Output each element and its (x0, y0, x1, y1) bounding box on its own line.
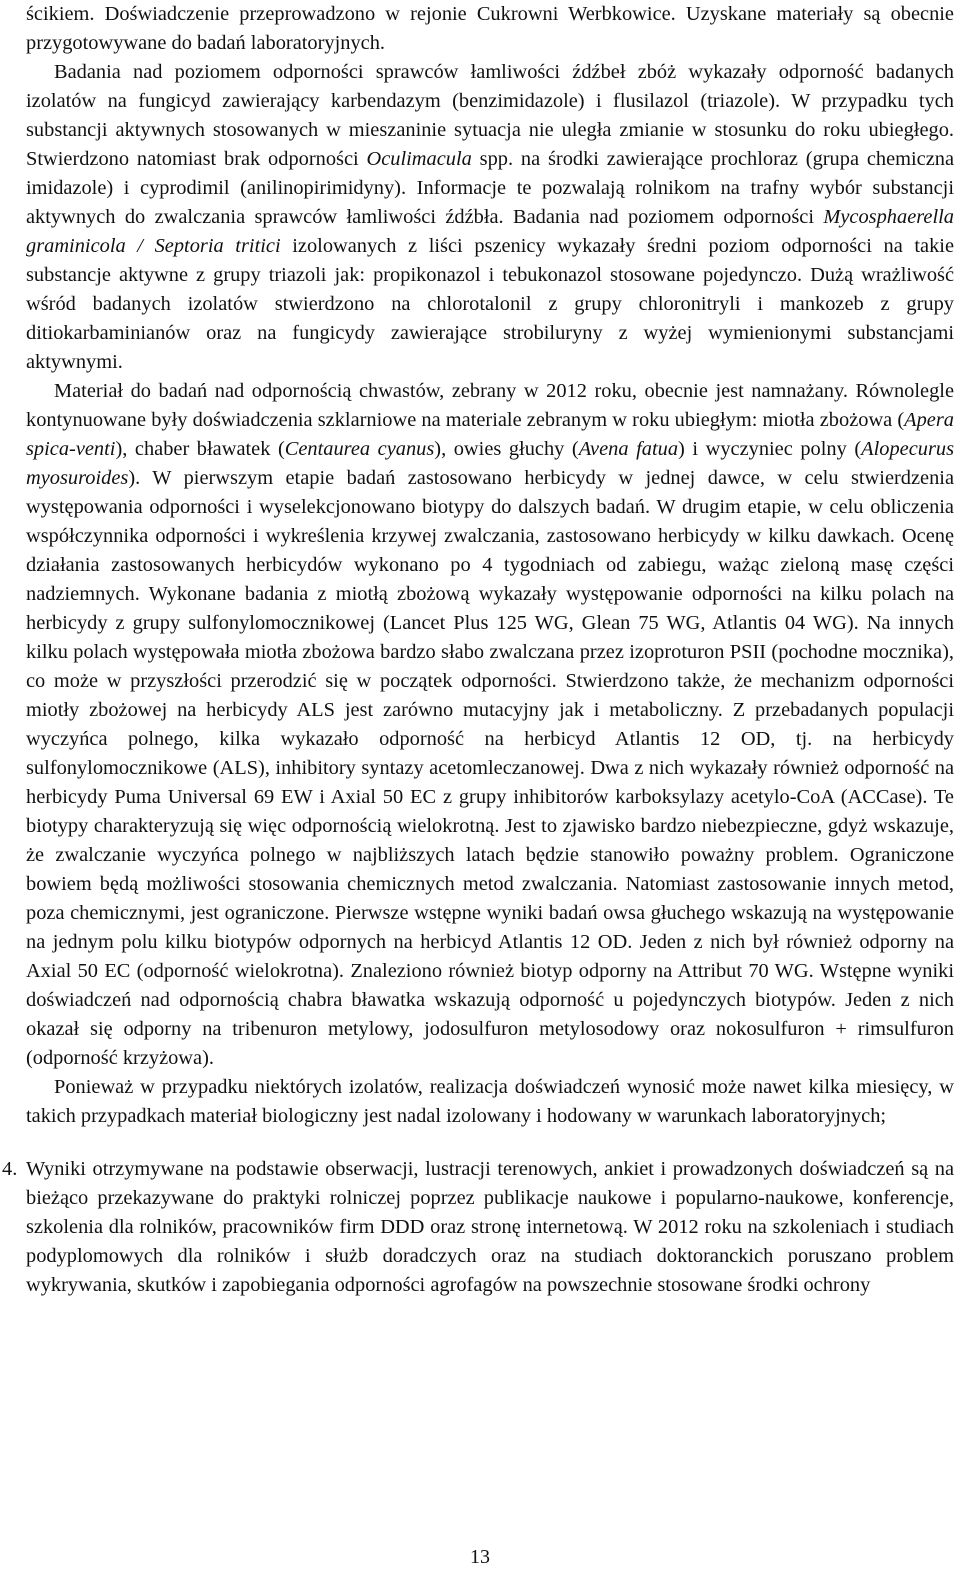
species-name: Apera spica-venti (26, 409, 954, 460)
species-name: Alopecurus myosuroides (26, 438, 955, 489)
page-number: 13 (470, 1546, 490, 1568)
species-name: Centaurea cyanus (284, 438, 435, 460)
species-name: Mycosphaerella graminicola / Septoria tritici (26, 206, 954, 257)
paragraph-fungicide-resistance: Badania nad poziomem odporności sprawców łamliwości źdźbeł zbóż wykazały odporność badanych izolatów na fungicyd zawierający karbendazym (benzimidazole) i flusilazol (triazole). W przypadku tych substancji aktywnych stosowanych w mieszaninie sytuacja nie uległa zmianie w stosunku do roku ubiegłego. Stwierdzono natomiast brak odporności Oculimacula spp. na środki zawierające prochloraz (grupa chemiczna imidazole) i cyprodimil (anilinopirimidyny). Informacje te pozwalają rolnikom na trafny wybór substancji aktywnych do zwalczania sprawców łamliwości źdźbła. Badania nad poziomem odporności Mycosphaerella graminicola / Septoria tritici izolowanych z liści pszenicy wykazały średni poziom odporności na takie substancje aktywne z grupy triazoli jak: propikonazol i tebukonazol stosowane pojedynczo. Dużą wrażliwość wśród badanych izolatów stwierdzono na chlorotalonil z grupy chloronitryli i mankozeb z grupy ditiokarbaminianów oraz na fungicydy zawierające strobiluryny z wyżej wymienionymi substancjami aktywnymi. (26, 61, 954, 373)
list-number: 4. (2, 1158, 18, 1180)
paragraph-laboratory-note: Ponieważ w przypadku niektórych izolatów, realizacja doświadczeń wynosić może nawet kilka miesięcy, w takich przypadkach materiał biologiczny jest nadal izolowany i hodowany w warunkach laboratoryjnych; (26, 1076, 954, 1127)
species-name: Avena fatua (578, 438, 679, 460)
paragraph-weed-resistance: Materiał do badań nad odpornością chwastów, zebrany w 2012 roku, obecnie jest namnażany. Równolegle kontynuowane były doświadczenia szklarniowe na materiale zebranym w roku ubiegłym: miotła zbożowa (Apera spica-venti), chaber bławatek (Centaurea cyanus), owies głuchy (Avena fatua) i wyczyniec polny (Alopecurus myosuroides). W pierwszym etapie badań zastosowano herbicydy w jednej dawce, w celu stwierdzenia występowania odporności i wyselekcjonowano biotypy do dalszych badań. W drugim etapie, w celu obliczenia współczynnika odporności i wykreślenia krzywej zwalczania, zastosowano herbicydy w kilku dawkach. Ocenę działania zastosowanych herbicydów wykonano po 4 tygodniach od zabiegu, ważąc zieloną masę części nadziemnych. Wykonane badania z miotłą zbożową wykazały występowanie odporności na kilku polach na herbicydy z grupy sulfonylomocznikowej (Lancet Plus 125 WG, Glean 75 WG, Atlantis 04 WG). Na innych kilku polach występowała miotła zbożowa bardzo słabo zwalczana przez izoproturon PSII (pochodne mocznika), co może w przyszłości przerodzić się w początek odporności. Stwierdzono także, że mechanizm odporności miotły zbożowej na herbicydy ALS jest zarówno mutacyjny jak i metaboliczny. Z przebadanych populacji wyczyńca polnego, kilka wykazało odporność na herbicyd Atlantis 12 OD, tj. na herbicydy sulfonylomocznikowe (ALS), inhibitory syntazy acetomleczanowej. Dwa z nich wykazały również odporność na herbicydy Puma Universal 69 EW i Axial 50 EC z grupy inhibitorów karboksylazy acetylo-CoA (ACCase). Te biotypy charakteryzują się więc odpornością wielokrotną. Jest to zjawisko bardzo niebezpieczne, gdyż wskazuje, że zwalczanie wyczyńca polnego w najbliższych latach będzie stanowiło poważny problem. Ograniczone bowiem będą możliwości stosowania chemicznych metod zwalczania. Natomiast zastosowanie innych metod, poza chemicznymi, jest ograniczone. Pierwsze wstępne wyniki badań owsa głuchego wskazują na występowanie na jednym polu kilku biotypów odpornych na herbicyd Atlantis 12 OD. Jeden z nich był również odporny na Axial 50 EC (odporność wielokrotna). Znaleziono również biotyp odporny na Attribut 70 WG. Wstępne wyniki doświadczeń nad odpornością chabra bławatka wskazują odporność u pojedynczych biotypów. Jeden z nich okazał się odporny na tribenuron metylowy, jodosulfuron metylosodowy oraz nokosulfuron + rimsulfuron (odporność krzyżowa). (26, 380, 955, 1069)
species-name: Oculimacula (366, 148, 472, 170)
paragraph-continuation: ścikiem. Doświadczenie przeprowadzono w rejonie Cukrowni Werbkowice. Uzyskane materiały są obecnie przygotowywane do badań laboratoryjnych. (26, 3, 954, 54)
list-item-4: 4. Wyniki otrzymywane na podstawie obserwacji, lustracji terenowych, ankiet i prowadzonych doświadczeń są na bieżąco przekazywane do praktyki rolniczej poprzez publikacje naukowe i popularno-naukowe, konferencje, szkolenia dla rolników, pracowników firm DDD oraz stronę internetową. W 2012 roku na szkoleniach i studiach podyplomowych dla rolników i służb doradczych oraz na studiach doktoranckich poruszano problem wykrywania, skutków i zapobiegania odporności agrofagów na powszechnie stosowane środki ochrony (26, 1155, 954, 1300)
document-page (2, 0, 955, 1300)
